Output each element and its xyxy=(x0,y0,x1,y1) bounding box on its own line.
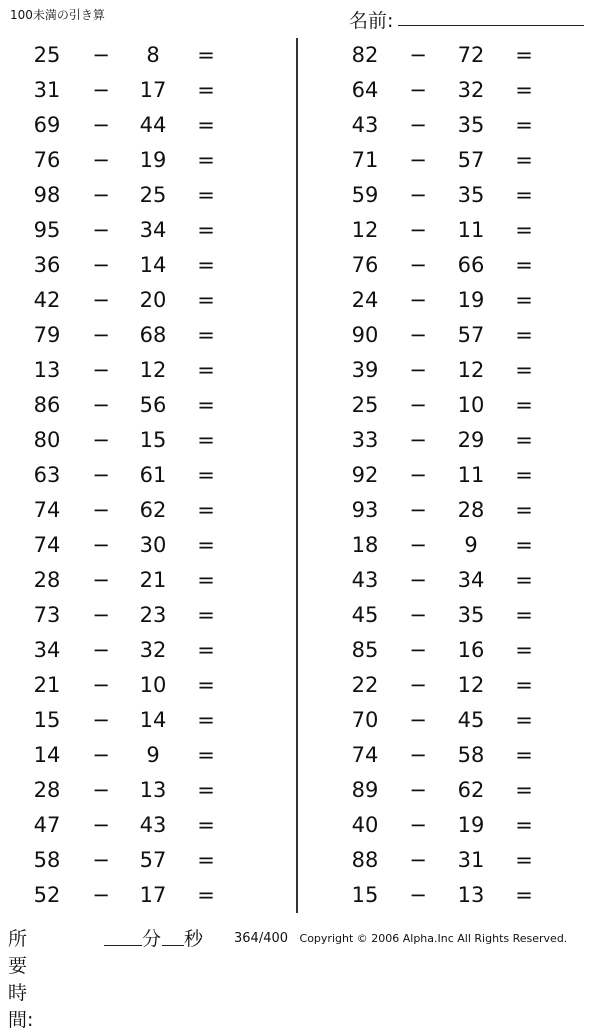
problem-row xyxy=(0,388,290,423)
minuend: 64 xyxy=(351,78,379,102)
problem-row xyxy=(318,108,588,143)
subtrahend: 20 xyxy=(139,288,167,312)
minuend: 58 xyxy=(33,848,61,872)
subtrahend: 12 xyxy=(457,673,485,697)
problem-row xyxy=(0,493,290,528)
minus-sign: − xyxy=(409,778,427,802)
subtrahend: 58 xyxy=(457,743,485,767)
minus-sign: − xyxy=(92,183,110,207)
equals-sign: = xyxy=(515,288,533,312)
minus-sign: − xyxy=(409,428,427,452)
equals-sign: = xyxy=(197,393,215,417)
subtrahend: 11 xyxy=(457,463,485,487)
equals-sign: = xyxy=(515,78,533,102)
minus-sign: − xyxy=(409,43,427,67)
problem-row xyxy=(0,633,290,668)
equals-sign: = xyxy=(515,463,533,487)
minus-sign: − xyxy=(92,603,110,627)
minuend: 52 xyxy=(33,883,61,907)
minuend: 24 xyxy=(351,288,379,312)
minuend: 82 xyxy=(351,43,379,67)
subtrahend: 32 xyxy=(139,638,167,662)
minus-sign: − xyxy=(409,708,427,732)
minuend: 89 xyxy=(351,778,379,802)
subtrahend: 13 xyxy=(139,778,167,802)
minuend: 98 xyxy=(33,183,61,207)
minus-sign: − xyxy=(409,183,427,207)
subtrahend: 34 xyxy=(457,568,485,592)
subtrahend: 19 xyxy=(457,813,485,837)
minuend: 74 xyxy=(33,498,61,522)
problem-row xyxy=(318,213,588,248)
problem-row xyxy=(318,283,588,318)
subtrahend: 35 xyxy=(457,183,485,207)
minus-sign: − xyxy=(409,673,427,697)
subtrahend: 43 xyxy=(139,813,167,837)
minus-sign: − xyxy=(92,78,110,102)
equals-sign: = xyxy=(515,498,533,522)
minutes-blank-line xyxy=(104,944,142,946)
problem-row xyxy=(318,73,588,108)
problem-row xyxy=(318,878,588,913)
subtrahend: 23 xyxy=(139,603,167,627)
problem-row xyxy=(318,633,588,668)
problem-row xyxy=(0,773,290,808)
minuend: 28 xyxy=(33,778,61,802)
problem-row xyxy=(318,563,588,598)
minus-sign: − xyxy=(92,428,110,452)
minus-sign: − xyxy=(92,568,110,592)
problem-row xyxy=(318,38,588,73)
equals-sign: = xyxy=(515,638,533,662)
minus-sign: − xyxy=(409,288,427,312)
minus-sign: − xyxy=(92,638,110,662)
subtrahend: 11 xyxy=(457,218,485,242)
copyright-text: Copyright © 2006 Alpha.Inc All Rights Reserved. xyxy=(299,932,568,945)
minuend: 28 xyxy=(33,568,61,592)
subtrahend: 12 xyxy=(457,358,485,382)
equals-sign: = xyxy=(197,183,215,207)
minuend: 90 xyxy=(351,323,379,347)
minuend: 36 xyxy=(33,253,61,277)
equals-sign: = xyxy=(515,743,533,767)
equals-sign: = xyxy=(515,428,533,452)
equals-sign: = xyxy=(515,568,533,592)
subtrahend: 34 xyxy=(139,218,167,242)
subtrahend: 8 xyxy=(146,43,160,67)
right-problem-column xyxy=(318,38,588,913)
minuend: 74 xyxy=(33,533,61,557)
minus-sign: − xyxy=(409,78,427,102)
minuend: 15 xyxy=(33,708,61,732)
minus-sign: − xyxy=(92,533,110,557)
subtrahend: 29 xyxy=(457,428,485,452)
equals-sign: = xyxy=(515,778,533,802)
minus-sign: − xyxy=(409,568,427,592)
equals-sign: = xyxy=(197,883,215,907)
equals-sign: = xyxy=(515,603,533,627)
equals-sign: = xyxy=(197,43,215,67)
equals-sign: = xyxy=(197,323,215,347)
subtrahend: 30 xyxy=(139,533,167,557)
equals-sign: = xyxy=(197,288,215,312)
problem-row xyxy=(0,703,290,738)
minuend: 25 xyxy=(33,43,61,67)
problem-row xyxy=(318,773,588,808)
minus-sign: − xyxy=(409,743,427,767)
equals-sign: = xyxy=(515,148,533,172)
minuend: 22 xyxy=(351,673,379,697)
equals-sign: = xyxy=(197,78,215,102)
problem-row xyxy=(318,178,588,213)
equals-sign: = xyxy=(197,638,215,662)
minuend: 40 xyxy=(351,813,379,837)
left-problem-column xyxy=(0,38,290,913)
problem-row xyxy=(0,423,290,458)
minuend: 12 xyxy=(351,218,379,242)
equals-sign: = xyxy=(197,813,215,837)
subtrahend: 9 xyxy=(464,533,478,557)
problem-row xyxy=(0,283,290,318)
problem-row xyxy=(0,458,290,493)
minus-sign: − xyxy=(92,778,110,802)
subtrahend: 45 xyxy=(457,708,485,732)
minuend: 71 xyxy=(351,148,379,172)
subtrahend: 14 xyxy=(139,708,167,732)
minus-sign: − xyxy=(92,288,110,312)
minuend: 93 xyxy=(351,498,379,522)
worksheet-title: 100未満の引き算 xyxy=(10,8,105,22)
equals-sign: = xyxy=(197,463,215,487)
minuend: 21 xyxy=(33,673,61,697)
minus-sign: − xyxy=(409,813,427,837)
problem-row xyxy=(0,143,290,178)
subtrahend: 14 xyxy=(139,253,167,277)
minuend: 18 xyxy=(351,533,379,557)
time-label: 所要時間: xyxy=(8,928,34,1031)
subtrahend: 13 xyxy=(457,883,485,907)
problem-row xyxy=(318,493,588,528)
minus-sign: − xyxy=(92,113,110,137)
minus-sign: − xyxy=(92,148,110,172)
problem-row xyxy=(318,423,588,458)
minus-sign: − xyxy=(409,603,427,627)
minus-sign: − xyxy=(409,883,427,907)
equals-sign: = xyxy=(197,358,215,382)
subtrahend: 19 xyxy=(139,148,167,172)
equals-sign: = xyxy=(197,568,215,592)
minuend: 59 xyxy=(351,183,379,207)
seconds-label: 秒 xyxy=(184,928,204,950)
subtrahend: 19 xyxy=(457,288,485,312)
minuend: 74 xyxy=(351,743,379,767)
minuend: 92 xyxy=(351,463,379,487)
equals-sign: = xyxy=(197,218,215,242)
minus-sign: − xyxy=(92,393,110,417)
problem-row xyxy=(0,528,290,563)
problem-row xyxy=(318,353,588,388)
problem-row xyxy=(318,248,588,283)
minuend: 88 xyxy=(351,848,379,872)
minus-sign: − xyxy=(92,253,110,277)
subtrahend: 32 xyxy=(457,78,485,102)
name-blank-line xyxy=(398,24,584,26)
minus-sign: − xyxy=(409,393,427,417)
equals-sign: = xyxy=(515,253,533,277)
minuend: 85 xyxy=(351,638,379,662)
equals-sign: = xyxy=(197,778,215,802)
minus-sign: − xyxy=(409,498,427,522)
problem-row xyxy=(318,143,588,178)
column-divider xyxy=(296,38,298,913)
equals-sign: = xyxy=(515,323,533,347)
minuend: 42 xyxy=(33,288,61,312)
minuend: 13 xyxy=(33,358,61,382)
subtrahend: 9 xyxy=(146,743,160,767)
problem-row xyxy=(0,73,290,108)
subtrahend: 31 xyxy=(457,848,485,872)
equals-sign: = xyxy=(515,393,533,417)
minus-sign: − xyxy=(409,358,427,382)
minuend: 15 xyxy=(351,883,379,907)
problem-row xyxy=(0,598,290,633)
subtrahend: 17 xyxy=(139,883,167,907)
problem-row xyxy=(318,808,588,843)
minuend: 80 xyxy=(33,428,61,452)
minus-sign: − xyxy=(92,708,110,732)
subtrahend: 12 xyxy=(139,358,167,382)
minus-sign: − xyxy=(92,883,110,907)
equals-sign: = xyxy=(515,113,533,137)
subtrahend: 25 xyxy=(139,183,167,207)
minus-sign: − xyxy=(92,813,110,837)
problem-row xyxy=(0,878,290,913)
subtrahend: 35 xyxy=(457,113,485,137)
subtrahend: 61 xyxy=(139,463,167,487)
footer-copyright xyxy=(234,931,567,946)
problem-row xyxy=(318,843,588,878)
minuend: 70 xyxy=(351,708,379,732)
minuend: 14 xyxy=(33,743,61,767)
equals-sign: = xyxy=(515,673,533,697)
minus-sign: − xyxy=(409,253,427,277)
equals-sign: = xyxy=(515,848,533,872)
equals-sign: = xyxy=(197,743,215,767)
minutes-label: 分 xyxy=(142,928,162,950)
problem-row xyxy=(0,738,290,773)
problem-row xyxy=(0,808,290,843)
problem-row xyxy=(0,108,290,143)
minuend: 86 xyxy=(33,393,61,417)
equals-sign: = xyxy=(515,708,533,732)
problem-row xyxy=(318,318,588,353)
minus-sign: − xyxy=(92,498,110,522)
subtrahend: 57 xyxy=(139,848,167,872)
minus-sign: − xyxy=(409,218,427,242)
problem-row xyxy=(318,528,588,563)
minus-sign: − xyxy=(409,323,427,347)
page-number: 364/400 xyxy=(234,931,289,946)
equals-sign: = xyxy=(197,533,215,557)
equals-sign: = xyxy=(197,603,215,627)
minus-sign: − xyxy=(92,848,110,872)
minus-sign: − xyxy=(92,323,110,347)
equals-sign: = xyxy=(515,883,533,907)
problem-row xyxy=(0,38,290,73)
problem-row xyxy=(318,598,588,633)
problem-row xyxy=(0,213,290,248)
equals-sign: = xyxy=(515,183,533,207)
subtrahend: 62 xyxy=(139,498,167,522)
minus-sign: − xyxy=(409,638,427,662)
subtrahend: 15 xyxy=(139,428,167,452)
minus-sign: − xyxy=(92,43,110,67)
minuend: 47 xyxy=(33,813,61,837)
minus-sign: − xyxy=(409,848,427,872)
minus-sign: − xyxy=(409,463,427,487)
minuend: 76 xyxy=(33,148,61,172)
problem-row xyxy=(0,668,290,703)
minuend: 25 xyxy=(351,393,379,417)
equals-sign: = xyxy=(515,358,533,382)
subtrahend: 21 xyxy=(139,568,167,592)
problem-row xyxy=(318,458,588,493)
subtrahend: 72 xyxy=(457,43,485,67)
equals-sign: = xyxy=(197,848,215,872)
subtrahend: 10 xyxy=(457,393,485,417)
name-label: 名前: xyxy=(349,10,394,32)
equals-sign: = xyxy=(515,218,533,242)
equals-sign: = xyxy=(197,673,215,697)
subtrahend: 35 xyxy=(457,603,485,627)
minuend: 69 xyxy=(33,113,61,137)
equals-sign: = xyxy=(197,498,215,522)
problem-row xyxy=(318,668,588,703)
equals-sign: = xyxy=(515,43,533,67)
equals-sign: = xyxy=(197,428,215,452)
subtrahend: 28 xyxy=(457,498,485,522)
problem-row xyxy=(0,318,290,353)
problem-row xyxy=(0,178,290,213)
equals-sign: = xyxy=(197,253,215,277)
minuend: 34 xyxy=(33,638,61,662)
minuend: 76 xyxy=(351,253,379,277)
minus-sign: − xyxy=(92,743,110,767)
minuend: 31 xyxy=(33,78,61,102)
minus-sign: − xyxy=(92,463,110,487)
problem-row xyxy=(0,843,290,878)
subtrahend: 66 xyxy=(457,253,485,277)
minus-sign: − xyxy=(92,673,110,697)
subtrahend: 10 xyxy=(139,673,167,697)
subtrahend: 57 xyxy=(457,148,485,172)
subtrahend: 62 xyxy=(457,778,485,802)
minuend: 45 xyxy=(351,603,379,627)
subtrahend: 44 xyxy=(139,113,167,137)
minus-sign: − xyxy=(92,218,110,242)
equals-sign: = xyxy=(197,113,215,137)
equals-sign: = xyxy=(197,708,215,732)
subtrahend: 16 xyxy=(457,638,485,662)
minuend: 63 xyxy=(33,463,61,487)
minuend: 43 xyxy=(351,113,379,137)
minuend: 39 xyxy=(351,358,379,382)
minus-sign: − xyxy=(409,148,427,172)
problem-row xyxy=(0,353,290,388)
subtrahend: 57 xyxy=(457,323,485,347)
problem-row xyxy=(318,388,588,423)
minuend: 43 xyxy=(351,568,379,592)
problem-row xyxy=(318,738,588,773)
subtrahend: 68 xyxy=(139,323,167,347)
problem-row xyxy=(318,703,588,738)
equals-sign: = xyxy=(515,533,533,557)
minuend: 95 xyxy=(33,218,61,242)
minus-sign: − xyxy=(92,358,110,382)
subtrahend: 17 xyxy=(139,78,167,102)
minus-sign: − xyxy=(409,113,427,137)
problem-row xyxy=(0,248,290,283)
minuend: 33 xyxy=(351,428,379,452)
minuend: 79 xyxy=(33,323,61,347)
problem-row xyxy=(0,563,290,598)
minus-sign: − xyxy=(409,533,427,557)
seconds-blank-line xyxy=(162,944,184,946)
equals-sign: = xyxy=(515,813,533,837)
minuend: 73 xyxy=(33,603,61,627)
equals-sign: = xyxy=(197,148,215,172)
subtrahend: 56 xyxy=(139,393,167,417)
